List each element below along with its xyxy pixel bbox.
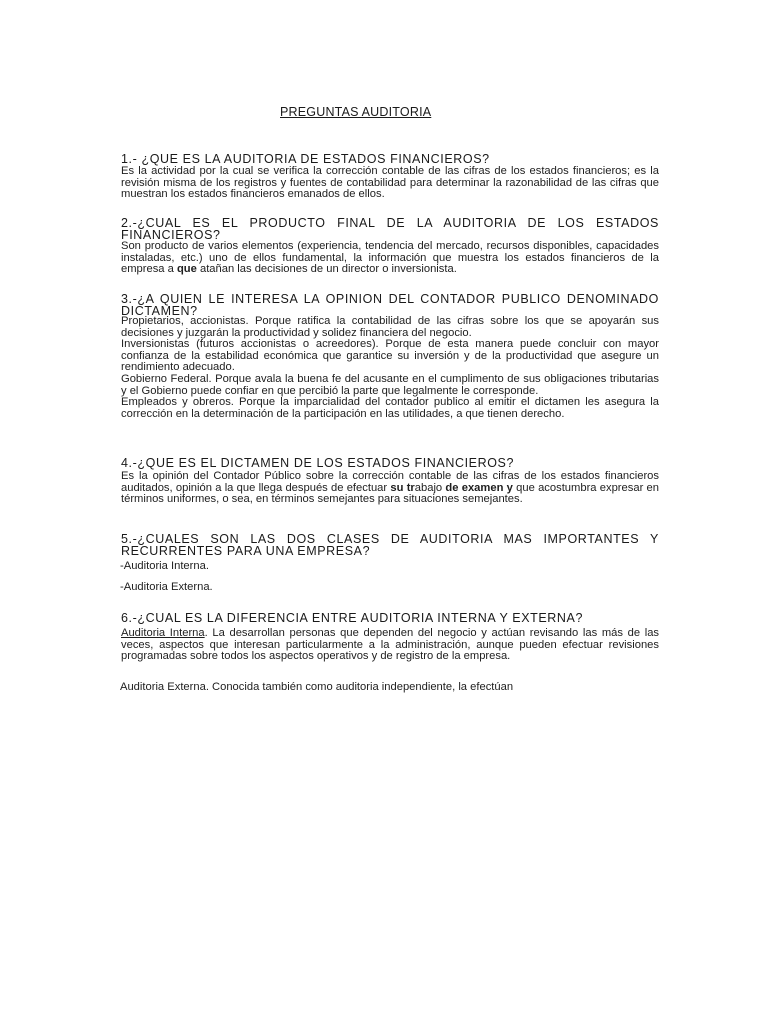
question-4: 4.-¿QUE ES EL DICTAMEN DE LOS ESTADOS FINANCIEROS?	[121, 456, 515, 470]
answer-6-interna	[121, 628, 659, 663]
document-title: PREGUNTAS AUDITORIA	[280, 105, 432, 119]
question-5: 5.-¿CUALES SON LAS DOS CLASES DE AUDITORIA MAS IMPORTANTES Y RECURRENTES PARA UNA EMPRESA?	[121, 532, 659, 558]
answer-2-bold: que	[176, 263, 197, 276]
answer-3-gobierno: Gobierno Federal. Porque avala la buena fe del acusante en el cumplimento de sus obligaciones tributarias y el Gobierno puede confiar en que percibió la parte que legalmente le corresponde.	[121, 372, 659, 397]
answer-6-interna-label: Auditoria Interna	[121, 627, 205, 639]
answer-6-interna-text: . La desarrollan personas que dependen del negocio y actúan revisando las más de las veces, aspectos que interesan particularmente a la administración, aunque pueden efectuar revisiones programadas sobre todos los aspectos operativos y de registro de la empresa.	[121, 627, 660, 663]
answer-2-text-b: atañan las decisiones de un director o inversionista.	[196, 263, 457, 276]
answer-6-externa: Auditoria Externa. Conocida también como auditoria independiente, la efectúan	[120, 681, 514, 693]
answer-4-bold-b: de examen y	[445, 481, 513, 494]
answer-2	[121, 241, 659, 276]
answer-4-text-b: abajo	[414, 481, 446, 494]
answer-4-text-a: Es la opinión del Contador Público sobre la corrección contable de las cifras de los estados financieros auditados, opinión a la que llega después de efectuar	[121, 470, 659, 494]
answer-3	[121, 316, 659, 420]
question-2: 2.-¿CUAL ES EL PRODUCTO FINAL DE LA AUDITORIA DE LOS ESTADOS FINANCIEROS?	[121, 216, 659, 242]
answer-1: Es la actividad por la cual se verifica la corrección contable de las cifras de los estados financieros; es la revisión misma de los registros y fuentes de contabilidad para determinar la razonabilidad de las cifras que muestran los estados financieros emanados de ellos.	[121, 165, 659, 201]
question-6: 6.-¿CUAL ES LA DIFERENCIA ENTRE AUDITORIA INTERNA Y EXTERNA?	[121, 611, 584, 625]
list-item-auditoria-externa: -Auditoria Externa.	[120, 581, 213, 593]
answer-4-text-c: que acostumbra expresar en términos uniformes, o sea, en términos semejantes para situaciones semejantes.	[121, 481, 659, 506]
answer-3-inversionistas: Inversionistas (futuros accionistas o acreedores). Porque de esta manera puede concluir con mayor confianza de la estabilidad económica que garantice su inversión y de la productividad que asegure un rendimiento adecuado.	[121, 338, 659, 374]
question-3: 3.-¿A QUIEN LE INTERESA LA OPINION DEL CONTADOR PUBLICO DENOMINADO DICTAMEN?	[121, 292, 659, 318]
list-item-auditoria-interna: -Auditoria Interna.	[120, 560, 209, 572]
answer-4-bold-a: su tr	[390, 481, 415, 494]
answer-3-propietarios: Propietarios, accionistas. Porque ratifica la contabilidad de las cifras sobre los que se apoyarán sus decisiones y juzgarán la productividad y solidez financiera del negocio.	[121, 315, 659, 339]
answer-4	[121, 471, 659, 506]
question-1: 1.- ¿QUE ES LA AUDITORIA DE ESTADOS FINANCIEROS?	[121, 152, 490, 166]
answer-3-empleados: Empleados y obreros. Porque la imparcialidad del contador publico al emitir el dictamen les asegura la corrección en la determinación de la participación en las utilidades, a que tienen derecho.	[121, 396, 659, 420]
answer-2-text-a: Son producto de varios elementos (experiencia, tendencia del mercado, recursos disponibles, capacidades instaladas, etc.) uno de ellos fundamental, la información que muestra los estados financieros de la empresa a	[121, 240, 659, 276]
